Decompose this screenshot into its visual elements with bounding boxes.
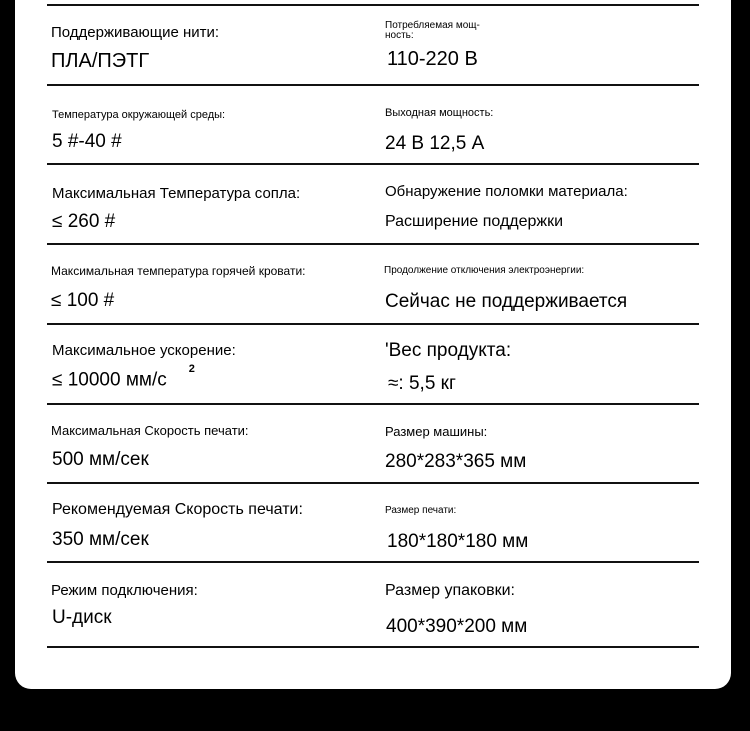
spec-value-max-print-speed: 500 мм/сек — [52, 449, 149, 470]
spec-label-output-power: Выходная мощность: — [385, 107, 494, 119]
spec-label-machine-size: Размер машины: — [385, 424, 488, 439]
spec-value-power-loss-resume: Сейчас не поддерживается — [385, 291, 628, 312]
spec-value-power-consumption: 110-220 В — [387, 48, 478, 70]
spec-label-max-print-speed: Максимальная Скорость печати: — [51, 423, 249, 438]
divider — [47, 403, 699, 405]
spec-value-ambient-temp: 5 #-40 # — [52, 131, 122, 152]
spec-label-recommended-speed: Рекомендуемая Скорость печати: — [52, 501, 303, 518]
divider — [47, 4, 699, 6]
spec-value-product-weight: ≈: 5,5 кг — [388, 373, 456, 394]
spec-label-product-weight: 'Вес продукта: — [385, 340, 512, 361]
spec-value-nozzle-temp: ≤ 260 # — [52, 211, 116, 232]
spec-label-bed-temp: Максимальная температура горячей кровати: — [51, 264, 306, 278]
spec-value-acceleration: ≤ 10000 $мм/с^2$ — [52, 363, 195, 391]
spec-value-filament-detection: Расширение поддержки — [385, 213, 564, 230]
divider — [47, 84, 699, 86]
divider — [47, 163, 699, 165]
spec-value-output-power: 24 В 12,5 А — [385, 133, 485, 154]
spec-value-bed-temp: ≤ 100 # — [51, 290, 115, 311]
exponent: 2 — [188, 363, 195, 375]
spec-label-connection-mode: Режим подключения: — [51, 582, 198, 599]
spec-value-print-size: 180*180*180 мм — [387, 531, 529, 552]
divider — [47, 482, 699, 484]
spec-value-connection-mode: U-диск — [52, 607, 112, 628]
spec-label-filament-detection: Обнаружение поломки материала: — [385, 183, 628, 200]
divider — [47, 646, 699, 648]
spec-label-nozzle-temp: Максимальная Температура сопла: — [52, 185, 301, 202]
spec-label-power-loss-resume: Продолжение отключения электроэнергии: — [384, 265, 585, 276]
divider — [47, 243, 699, 245]
spec-label-filaments: Поддерживающие нити: — [51, 24, 220, 41]
spec-label-ambient-temp: Температура окружающей среды: — [52, 109, 226, 121]
spec-value-machine-size: 280*283*365 мм — [385, 451, 527, 472]
spec-label-power-consumption: Потребляемая мощ- ность: — [385, 20, 480, 41]
spec-label-print-size: Размер печати: — [385, 505, 457, 516]
divider — [47, 561, 699, 563]
spec-value-filaments: ПЛА/ПЭТГ — [51, 50, 150, 72]
spec-label-acceleration: Максимальное ускорение: — [52, 342, 236, 359]
divider — [47, 323, 699, 325]
spec-label-package-size: Размер упаковки: — [385, 582, 515, 599]
spec-value-recommended-speed: 350 мм/сек — [52, 529, 149, 550]
spec-value-package-size: 400*390*200 мм — [386, 616, 528, 637]
